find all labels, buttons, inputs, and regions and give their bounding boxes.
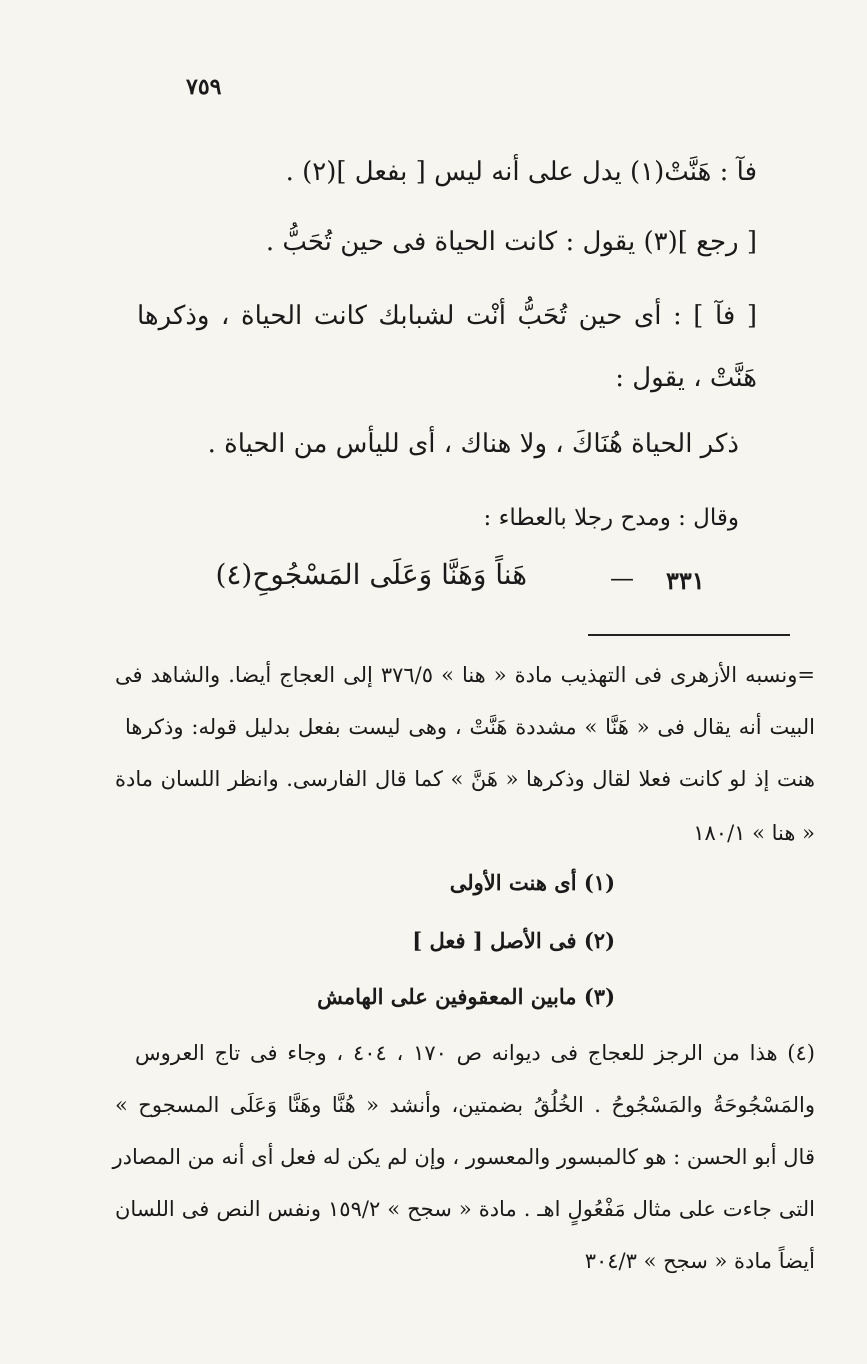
page-number: ٧٥٩ bbox=[186, 74, 222, 100]
body-line-2: [ رجع ](٣) يقول : كانت الحياة فى حين تُحَبُّ . bbox=[265, 227, 757, 257]
footnote-4-line-5: أيضاً مادة « سجح » ٣٠٤/٣ bbox=[584, 1249, 815, 1273]
footnote-divider bbox=[588, 634, 790, 636]
verse-text: هَناً وَهَنَّا وَعَلَى المَسْجُوحِ(٤) bbox=[215, 558, 527, 591]
body-line-3: [ فآ ] : أى حين تُحَبُّ أنْت لشبابك كانت الحياة ، وذكرها bbox=[137, 301, 757, 331]
footnote-3: (٣) مابين المعقوفين على الهامش bbox=[317, 984, 615, 1009]
body-line-6: وقال : ومدح رجلا بالعطاء : bbox=[483, 505, 739, 531]
footnote-2: (٢) فى الأصل [ فعل ] bbox=[412, 928, 615, 953]
verse-number: ٣٣١ bbox=[666, 566, 705, 595]
footnote-line-4: « هنا » ١٨٠/١ bbox=[693, 821, 815, 845]
footnote-4-line-2: والمَسْجُوحَةُ والمَسْجُوحُ . الخُلُقُ بضمتين، وأنشد « هُنَّا وهَنَّا وَعَلَى المسجوح » bbox=[115, 1093, 815, 1117]
body-line-1: فآ : هَنَّتْ(١) يدل على أنه ليس [ بفعل ](٢) . bbox=[285, 157, 757, 187]
footnote-4-line-3: قال أبو الحسن : هو كالمبسور والمعسور ، وإن لم يكن له فعل أى أنه من المصادر bbox=[112, 1145, 815, 1169]
body-line-4: هَنَّتْ ، يقول : bbox=[615, 363, 757, 393]
footnote-4-line-4: التى جاءت على مثال مَفْعُولٍ اهـ . مادة « سجح » ١٥٩/٢ ونفس النص فى اللسان bbox=[115, 1197, 815, 1221]
footnote-line-2: البيت أنه يقال فى « هَنَّا » مشددة هَنَّتْ ، وهى ليست بفعل بدليل قوله: وذكرها bbox=[125, 715, 815, 739]
footnote-line-1: =ونسبه الأزهرى فى التهذيب مادة « هنا » ٣٧٦/٥ إلى العجاج أيضا. والشاهد فى bbox=[115, 663, 815, 687]
body-line-5: ذكر الحياة هُنَاكَ ، ولا هناك ، أى لليأس من الحياة . bbox=[207, 429, 739, 459]
footnote-line-3: هنت إذ لو كانت فعلا لقال وذكرها « هَنَّ » كما قال الفارسى. وانظر اللسان مادة bbox=[115, 767, 815, 791]
verse-dash: — bbox=[610, 564, 634, 592]
footnote-4-line-1: (٤) هذا من الرجز للعجاج فى ديوانه ص ١٧٠ ، ٤٠٤ ، وجاء فى تاج العروس bbox=[135, 1041, 815, 1065]
footnote-1: (١) أى هنت الأولى bbox=[449, 870, 615, 895]
